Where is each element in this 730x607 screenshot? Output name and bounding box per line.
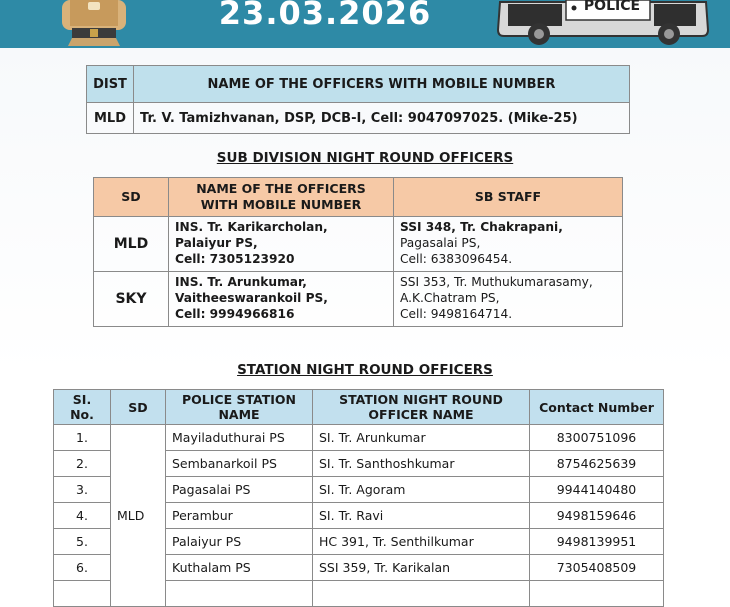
officer-line: Palaiyur PS, — [175, 236, 258, 250]
ps-header-line1: POLICE STATION — [182, 392, 296, 407]
sl-no-header — [54, 390, 111, 425]
officer-header-line1: STATION NIGHT ROUND — [339, 392, 503, 407]
officer-header — [313, 390, 530, 425]
police-station-cell: Sembanarkoil PS — [166, 451, 313, 477]
table-row — [94, 217, 623, 272]
sd-group-cell: MLD — [111, 425, 166, 607]
district-officer-table — [86, 65, 630, 134]
dist-header: DIST — [87, 66, 134, 103]
table-row — [94, 272, 623, 327]
table-row — [87, 103, 630, 134]
officer-header-line2: WITH MOBILE NUMBER — [200, 197, 362, 212]
contact-header: Contact Number — [530, 390, 664, 425]
station-title: STATION NIGHT ROUND OFFICERS — [237, 362, 493, 378]
contact-cell: 9944140480 — [530, 477, 664, 503]
officer-header — [169, 178, 394, 217]
sd-cell: MLD — [94, 217, 169, 272]
sl-no-cell — [54, 581, 111, 607]
officer-line: Vaitheeswarankoil PS, — [175, 291, 328, 305]
officer-cell: SI. Tr. Arunkumar — [313, 425, 530, 451]
sl-header-line2: No. — [70, 407, 94, 422]
police-station-cell: Mayiladuthurai PS — [166, 425, 313, 451]
sl-no-cell: 6. — [54, 555, 111, 581]
sl-no-cell: 3. — [54, 477, 111, 503]
police-station-cell: Perambur — [166, 503, 313, 529]
station-table — [53, 389, 664, 607]
contact-cell: 9498159646 — [530, 503, 664, 529]
sl-no-cell: 2. — [54, 451, 111, 477]
staff-cell — [394, 217, 623, 272]
officer-cell: SI. Tr. Agoram — [313, 477, 530, 503]
ps-header-line2: NAME — [218, 407, 260, 422]
subdivision-title: SUB DIVISION NIGHT ROUND OFFICERS — [216, 150, 514, 166]
officer-header-line1: NAME OF THE OFFICERS — [196, 181, 366, 196]
sd-cell: SKY — [94, 272, 169, 327]
sl-no-cell: 5. — [54, 529, 111, 555]
sd-header: SD — [111, 390, 166, 425]
sl-no-cell: 1. — [54, 425, 111, 451]
officer-header-line2: OFFICER NAME — [368, 407, 474, 422]
police-station-cell: Palaiyur PS — [166, 529, 313, 555]
officer-cell: SI. Tr. Ravi — [313, 503, 530, 529]
officer-line: INS. Tr. Karikarcholan, — [175, 220, 328, 234]
table-row — [54, 425, 664, 451]
officer-cell: SI. Tr. Santhoshkumar — [313, 451, 530, 477]
staff-line: Pagasalai PS, — [400, 236, 481, 250]
officer-line: Cell: 9994966816 — [175, 307, 295, 321]
report-date: 23.03.2026 — [218, 0, 432, 32]
sd-header: SD — [94, 178, 169, 217]
police-label: POLICE — [583, 0, 641, 14]
staff-line: A.K.Chatram PS, — [400, 291, 500, 305]
contact-cell: 8754625639 — [530, 451, 664, 477]
officer-cell: HC 391, Tr. Senthilkumar — [313, 529, 530, 555]
staff-line: SSI 353, Tr. Muthukumarasamy, — [400, 275, 593, 289]
officer-header: NAME OF THE OFFICERS WITH MOBILE NUMBER — [134, 66, 630, 103]
staff-cell — [394, 272, 623, 327]
officer-cell — [169, 272, 394, 327]
header-banner — [0, 0, 730, 48]
dist-cell: MLD — [87, 103, 134, 134]
officer-cell — [169, 217, 394, 272]
officer-line: INS. Tr. Arunkumar, — [175, 275, 307, 289]
staff-line: Cell: 6383096454. — [400, 252, 513, 266]
police-station-cell: Kuthalam PS — [166, 555, 313, 581]
table-header-row — [94, 178, 623, 217]
contact-cell: 7305408509 — [530, 555, 664, 581]
sl-no-cell: 4. — [54, 503, 111, 529]
contact-cell: 8300751096 — [530, 425, 664, 451]
officer-cell — [313, 581, 530, 607]
table-header-row — [87, 66, 630, 103]
officer-cell: SSI 359, Tr. Karikalan — [313, 555, 530, 581]
police-station-cell — [166, 581, 313, 607]
staff-line: SSI 348, Tr. Chakrapani, — [400, 220, 563, 234]
staff-header: SB STAFF — [394, 178, 623, 217]
contact-cell: 9498139951 — [530, 529, 664, 555]
staff-line: Cell: 9498164714. — [400, 307, 513, 321]
police-station-cell: Pagasalai PS — [166, 477, 313, 503]
officer-cell: Tr. V. Tamizhvanan, DSP, DCB-I, Cell: 9047097025. (Mike-25) — [134, 103, 630, 134]
subdivision-table — [93, 177, 623, 327]
table-header-row — [54, 390, 664, 425]
officer-line: Cell: 7305123920 — [175, 252, 295, 266]
sl-header-line1: SI. — [72, 392, 92, 407]
contact-cell — [530, 581, 664, 607]
police-station-header — [166, 390, 313, 425]
